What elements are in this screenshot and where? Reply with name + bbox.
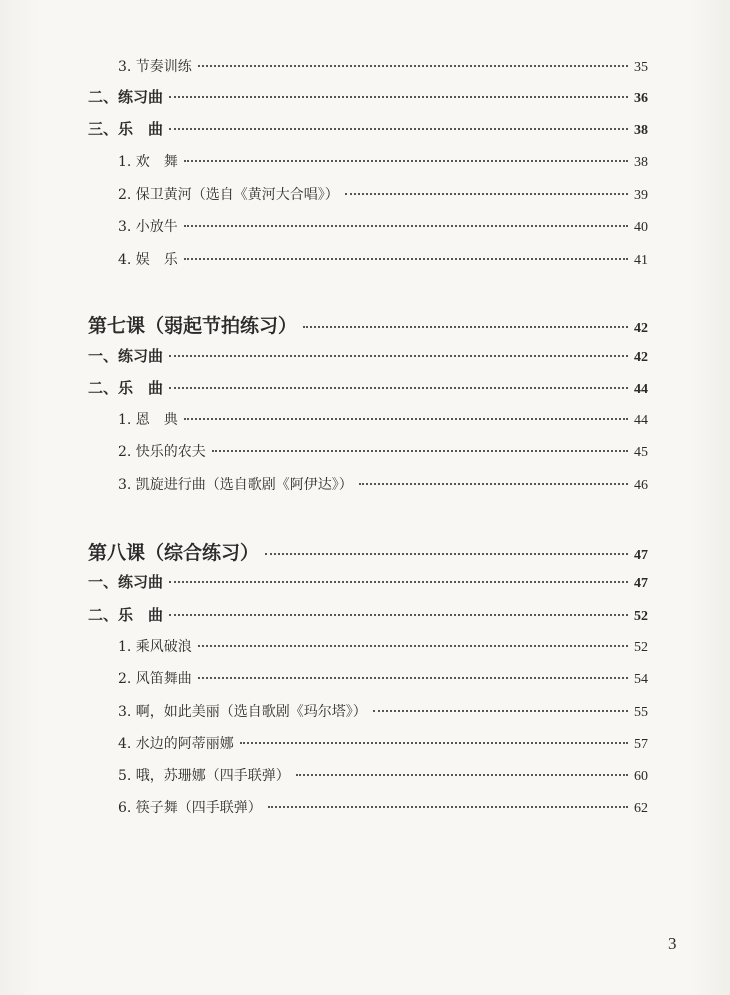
dot-leader (198, 677, 628, 679)
toc-entry-title: 3. 啊，如此美丽（选自歌剧《玛尔塔》） (118, 704, 367, 720)
dot-leader (373, 710, 628, 712)
toc-entry[interactable] (118, 701, 648, 721)
toc-entry-title: 6. 筷子舞（四手联弹） (118, 800, 262, 816)
dot-leader (303, 326, 628, 328)
toc-entry-page: 54 (634, 672, 648, 687)
toc-entry-page: 57 (634, 737, 648, 752)
toc-entry-title: 二、乐 曲 (88, 606, 164, 624)
toc-entry-title: 4. 娱 乐 (118, 252, 178, 268)
toc-entry-page: 47 (634, 548, 648, 563)
dot-leader (169, 581, 628, 583)
dot-leader (169, 128, 628, 130)
toc-entry[interactable] (118, 249, 648, 269)
toc-entry[interactable] (88, 377, 648, 398)
toc-entry[interactable] (118, 56, 648, 76)
toc-entry-title: 2. 快乐的农夫 (118, 444, 206, 460)
toc-entry-title: 二、练习曲 (88, 88, 164, 106)
dot-leader (265, 553, 628, 555)
toc-entry-page: 40 (634, 220, 648, 235)
toc-entry[interactable] (118, 733, 648, 753)
toc-entry-title: 3. 节奏训练 (118, 59, 192, 75)
dot-leader (169, 96, 628, 98)
toc-entry-title: 第七课（弱起节拍练习） (88, 315, 298, 337)
dot-leader (184, 258, 628, 260)
toc-entry-title: 5. 哦，苏珊娜（四手联弹） (118, 768, 290, 784)
toc-entry-page: 41 (634, 253, 648, 268)
toc-entry-title: 1. 恩 典 (118, 412, 178, 428)
toc-entry[interactable] (118, 184, 648, 204)
toc-entry-page: 55 (634, 705, 648, 720)
toc-entry-title: 3. 凯旋进行曲（选自歌剧《阿伊达》） (118, 477, 353, 493)
toc-entry-title: 1. 欢 舞 (118, 154, 178, 170)
toc-entry-page: 36 (634, 91, 648, 106)
dot-leader (345, 193, 628, 195)
toc-entry-page: 42 (634, 350, 648, 365)
dot-leader (268, 806, 628, 808)
dot-leader (359, 483, 628, 485)
toc-entry-page: 47 (634, 576, 648, 591)
toc-entry-page: 38 (634, 123, 648, 138)
toc-entry[interactable] (118, 765, 648, 785)
toc-entry-page: 39 (634, 188, 648, 203)
dot-leader (169, 614, 628, 616)
dot-leader (212, 450, 628, 452)
toc-lesson-heading[interactable] (88, 538, 648, 565)
toc-entry[interactable] (88, 86, 648, 107)
toc-entry-page: 38 (634, 155, 648, 170)
toc-entry-page: 46 (634, 478, 648, 493)
toc-entry-title: 三、乐 曲 (88, 120, 164, 138)
toc-entry-page: 60 (634, 769, 648, 784)
toc-entry-title: 二、乐 曲 (88, 379, 164, 397)
dot-leader (184, 225, 628, 227)
toc-entry[interactable] (88, 345, 648, 366)
toc-entry[interactable] (118, 636, 648, 656)
toc-entry[interactable] (118, 151, 648, 171)
toc-lesson-heading[interactable] (88, 311, 648, 338)
toc-entry-page: 52 (634, 640, 648, 655)
toc-entry-title: 一、练习曲 (88, 347, 164, 365)
toc-entry-page: 35 (634, 60, 648, 75)
toc-entry[interactable] (118, 216, 648, 236)
toc-entry[interactable] (118, 474, 648, 494)
toc-entry-title: 3. 小放牛 (118, 219, 178, 235)
toc-entry[interactable] (88, 604, 648, 625)
toc-entry-title: 一、练习曲 (88, 573, 164, 591)
toc-entry[interactable] (118, 441, 648, 461)
toc-entry-page: 45 (634, 445, 648, 460)
toc-entry-page: 62 (634, 801, 648, 816)
toc-entry-title: 2. 风笛舞曲 (118, 671, 192, 687)
toc-entry[interactable] (88, 118, 648, 139)
toc-entry[interactable] (118, 797, 648, 817)
dot-leader (184, 160, 628, 162)
dot-leader (296, 774, 628, 776)
dot-leader (184, 418, 628, 420)
toc-entry-page: 44 (634, 382, 648, 397)
toc-entry-title: 1. 乘风破浪 (118, 639, 192, 655)
dot-leader (198, 645, 628, 647)
toc-entry-title: 2. 保卫黄河（选自《黄河大合唱》） (118, 187, 339, 203)
toc-entry-page: 44 (634, 413, 648, 428)
toc-entry-title: 4. 水边的阿蒂丽娜 (118, 736, 234, 752)
toc-entry[interactable] (118, 409, 648, 429)
toc-entry-title: 第八课（综合练习） (88, 542, 260, 564)
dot-leader (240, 742, 628, 744)
dot-leader (169, 387, 628, 389)
dot-leader (198, 65, 628, 67)
page-number: 3 (668, 934, 677, 953)
toc-entry[interactable] (118, 668, 648, 688)
dot-leader (169, 355, 628, 357)
toc-entry-page: 42 (634, 321, 648, 336)
toc-entry[interactable] (88, 571, 648, 592)
toc-entry-page: 52 (634, 609, 648, 624)
